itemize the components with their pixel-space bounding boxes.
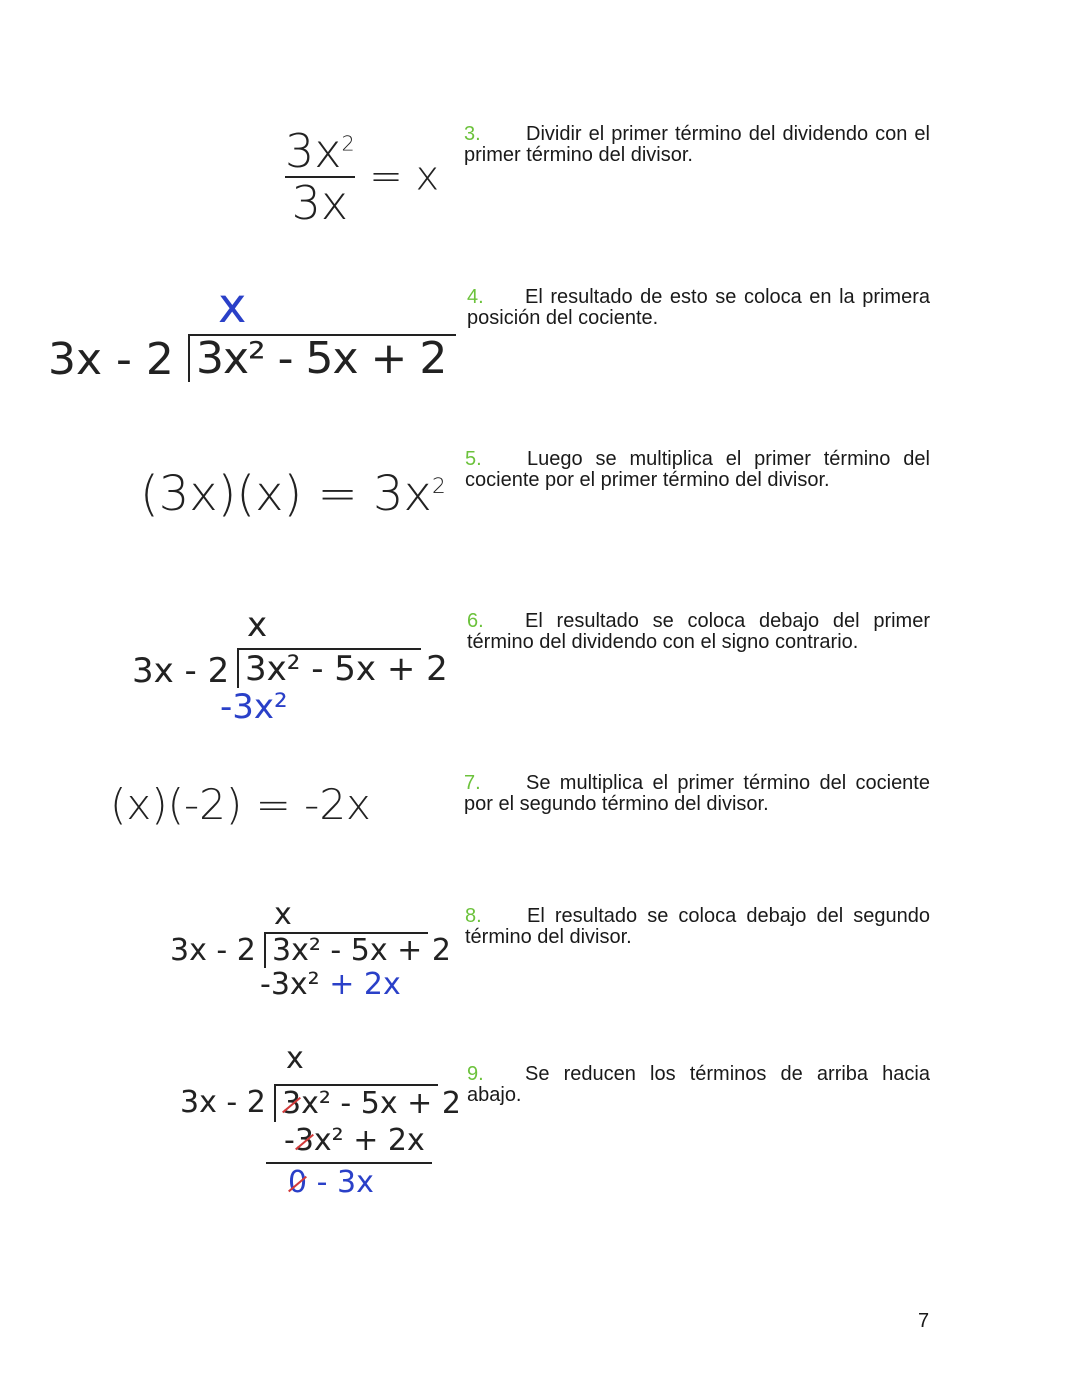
subtraction-rest: x² + 2x — [313, 1123, 425, 1158]
result-row — [288, 1165, 374, 1200]
step-text: El resultado se coloca debajo del primer término del dividendo con el signo contrario. — [467, 610, 930, 653]
dividend: 3x² - 5x + 2 — [264, 932, 428, 968]
step-5 — [465, 449, 930, 491]
divisor: 3x - 2 — [48, 334, 174, 385]
step-text: Se reducen los términos de arriba hacia abajo. — [467, 1063, 930, 1106]
step-number: 4. — [467, 286, 484, 308]
cancelled-term: 3 — [282, 1086, 302, 1121]
dividend: 3x² - 5x + 2 — [188, 334, 456, 382]
dividend-rest: x² - 5x + 2 — [301, 1086, 461, 1121]
step-number: 8. — [465, 905, 482, 927]
step-3 — [464, 124, 930, 166]
step-text: Dividir el primer término del dividendo con el primer término del divisor. — [464, 123, 930, 166]
step-number: 7. — [464, 772, 481, 794]
result-term: - 3x — [316, 1165, 374, 1200]
quotient: x — [247, 605, 268, 645]
numerator: 3x — [285, 124, 342, 178]
minus-sign: - — [284, 1123, 295, 1158]
step-number: 9. — [467, 1063, 484, 1085]
cancelled-zero: 0 — [288, 1165, 308, 1200]
step-8 — [465, 906, 930, 948]
step-number: 5. — [465, 448, 482, 470]
divisor: 3x - 2 — [170, 933, 256, 968]
step-4 — [467, 287, 930, 329]
subtraction-term-new: + 2x — [329, 967, 401, 1002]
step-7 — [464, 773, 930, 815]
subtraction-line — [266, 1162, 432, 1164]
step-text: El resultado se coloca debajo del segundo término del divisor. — [465, 905, 930, 948]
divisor: 3x - 2 — [180, 1085, 266, 1120]
divisor: 3x - 2 — [132, 651, 230, 691]
denominator: 3x — [291, 176, 349, 230]
exponent: 2 — [431, 474, 446, 499]
subtraction-row — [284, 1123, 425, 1158]
step-text: Luego se multiplica el primer término del cociente por el primer término del divisor. — [465, 448, 930, 491]
product-equation-2: (x)(-2) = -2x — [110, 780, 371, 829]
dividend — [274, 1084, 461, 1122]
page-number: 7 — [918, 1310, 930, 1332]
step-number: 6. — [467, 610, 484, 632]
step-text: El resultado de esto se coloca en la primera posición del cociente. — [467, 286, 930, 329]
subtraction-term: -3x² — [220, 687, 288, 727]
product-text: (3x)(x) = 3x — [140, 466, 432, 522]
quotient: x — [274, 897, 292, 932]
subtraction-term: -3x² — [260, 967, 320, 1002]
step-9 — [467, 1064, 930, 1106]
quotient: x — [286, 1041, 304, 1076]
fraction-result: = x — [369, 153, 440, 200]
step-number: 3. — [464, 123, 481, 145]
step-text: Se multiplica el primer término del cociente por el segundo término del divisor. — [464, 772, 930, 815]
exponent: 2 — [341, 131, 355, 156]
quotient: x — [218, 278, 247, 334]
fraction-equation — [285, 124, 440, 230]
product-equation-1 — [140, 466, 446, 522]
step-6 — [467, 611, 930, 653]
dividend: 3x² - 5x + 2 — [237, 648, 421, 688]
subtraction-row — [260, 967, 401, 1002]
cancelled-term: 3 — [294, 1123, 314, 1158]
